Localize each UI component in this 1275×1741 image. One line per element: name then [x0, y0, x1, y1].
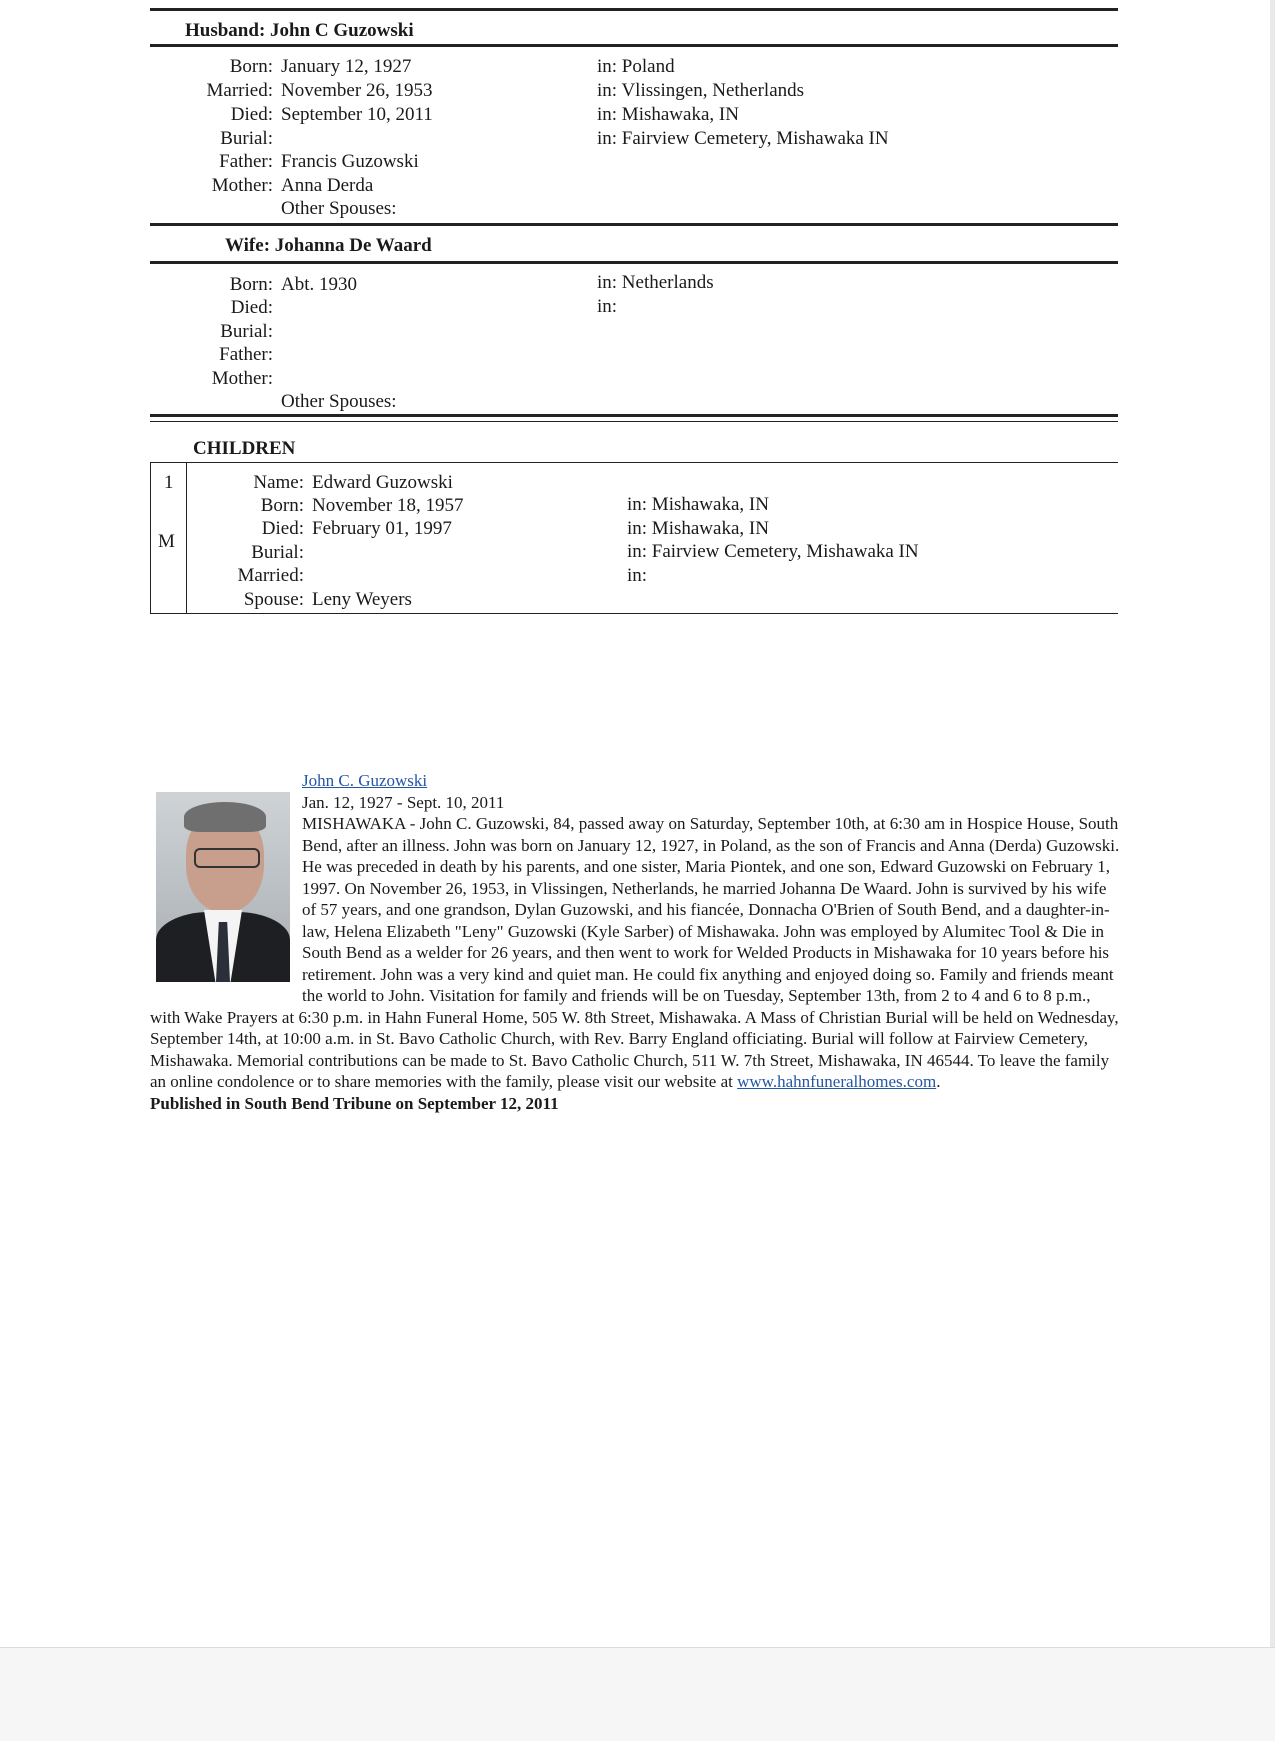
- obituary: [150, 770, 1120, 1114]
- child-died-label: Died:: [261, 518, 304, 539]
- portrait-photo: [156, 792, 290, 982]
- husband-mother-name: Anna Derda: [281, 175, 374, 196]
- wife-heading-label: Wife:: [225, 235, 271, 256]
- wife-born-label: Born:: [229, 274, 273, 295]
- obituary-name-link[interactable]: John C. Guzowski: [302, 771, 428, 790]
- rule: [150, 421, 1118, 422]
- husband-burial-label: Burial:: [220, 128, 273, 149]
- husband-died-place: in: Mishawaka, IN: [597, 104, 739, 125]
- child-born-date: November 18, 1957: [312, 495, 464, 516]
- child-sex: M: [158, 531, 175, 552]
- wife-died-label: Died:: [230, 297, 273, 318]
- rule: [150, 414, 1118, 417]
- husband-father-name: Francis Guzowski: [281, 151, 419, 172]
- wife-name: Johanna De Waard: [274, 235, 432, 256]
- wife-died-place: in:: [597, 296, 618, 317]
- husband-married-date: November 26, 1953: [281, 80, 433, 101]
- child-died-place: in: Mishawaka, IN: [627, 518, 769, 539]
- child-married-place: in:: [627, 565, 648, 586]
- child-burial-place: in: Fairview Cemetery, Mishawaka IN: [627, 541, 919, 562]
- wife-born-place: in: Netherlands: [597, 272, 714, 293]
- child-married-label: Married:: [237, 565, 304, 586]
- obituary-period: .: [936, 1072, 941, 1091]
- husband-heading-label: Husband:: [185, 20, 266, 41]
- husband-burial-place: in: Fairview Cemetery, Mishawaka IN: [597, 128, 889, 149]
- child-spouse-label: Spouse:: [243, 589, 304, 610]
- husband-other-spouses: Other Spouses:: [281, 198, 397, 219]
- husband-name: John C Guzowski: [270, 20, 414, 41]
- wife-burial-label: Burial:: [220, 321, 273, 342]
- husband-mother-label: Mother:: [211, 175, 273, 196]
- child-name: Edward Guzowski: [312, 472, 453, 493]
- rule: [150, 261, 1118, 264]
- wife-born-date: Abt. 1930: [281, 274, 357, 295]
- children-heading: CHILDREN: [193, 438, 296, 459]
- wife-heading: [225, 235, 432, 257]
- published-note: Published in South Bend Tribune on September 12, 2011: [150, 1093, 559, 1113]
- husband-married-place: in: Vlissingen, Netherlands: [597, 80, 805, 101]
- rule: [150, 223, 1118, 226]
- husband-heading: [185, 20, 414, 42]
- rule: [150, 613, 1118, 614]
- obituary-body: MISHAWAKA - John C. Guzowski, 84, passed away on Saturday, September 10th, at 6:30 am in Hospice House, South Bend, after an illness. John was born on January 12, 1927, in Poland, as the son of Francis and Anna (Derda) Guzowski. He was preceded in death by his parents, and one sister, Maria Piontek, and one son, Edward Guzowski on February 1, 1997. On November 26, 1953, in Vlissingen, Netherlands, he married Johanna De Waard. John is survived by his wife of 57 years, and one grandson, Dylan Guzowski, and his fiancée, Donnacha O'Brien of South Bend, and a daughter-in-law, Helena Elizabeth "Leny" Guzowski (Kyle Sarber) of Mishawaka. John was employed by Alumitec Tool & Die in South Bend as a welder for 26 years, and then went to work for Welded Products in Mishawaka for 10 years before his retirement. John was a very kind and quiet man. He could fix anything and enjoyed doing so. Family and friends meant the world to John. Visitation for family and friends will be on Tuesday, September 13th, from 2 to 4 and 6 to 8 p.m., with Wake Prayers at 6:30 p.m. in Hahn Funeral Home, 505 W. 8th Street, Mishawaka. A Mass of Christian Burial will be held on Wednesday, September 14th, at 10:00 a.m. in St. Bavo Catholic Church, with Rev. Barry England officiating. Burial will follow at Fairview Cemetery, Mishawaka. Memorial contributions can be made to St. Bavo Catholic Church, 511 W. 7th Street, Mishawaka, IN 46544. To leave the family an online condolence or to share memories with the family, please visit our website at: [150, 814, 1120, 1091]
- child-died-date: February 01, 1997: [312, 518, 452, 539]
- website-link[interactable]: www.hahnfuneralhomes.com: [737, 1072, 937, 1091]
- obituary-dates: Jan. 12, 1927 - Sept. 10, 2011: [302, 792, 505, 812]
- husband-died-label: Died:: [230, 104, 273, 125]
- child-born-label: Born:: [260, 495, 304, 516]
- page-edge: [1270, 0, 1275, 1740]
- husband-married-label: Married:: [206, 80, 273, 101]
- wife-father-label: Father:: [219, 344, 273, 365]
- child-number: 1: [164, 472, 174, 493]
- husband-father-label: Father:: [219, 151, 273, 172]
- husband-born-date: January 12, 1927: [281, 56, 412, 77]
- wife-other-spouses: Other Spouses:: [281, 391, 397, 412]
- rule: [150, 44, 1118, 47]
- child-burial-label: Burial:: [251, 542, 304, 563]
- husband-died-date: September 10, 2011: [281, 104, 433, 125]
- child-born-place: in: Mishawaka, IN: [627, 494, 769, 515]
- child-name-label: Name:: [253, 472, 304, 493]
- rule: [150, 8, 1118, 11]
- rule: [150, 462, 1118, 463]
- wife-mother-label: Mother:: [211, 368, 273, 389]
- husband-born-place: in: Poland: [597, 56, 675, 77]
- child-spouse-name: Leny Weyers: [312, 589, 412, 610]
- page-bottom-margin: [0, 1647, 1275, 1741]
- husband-born-label: Born:: [229, 56, 273, 77]
